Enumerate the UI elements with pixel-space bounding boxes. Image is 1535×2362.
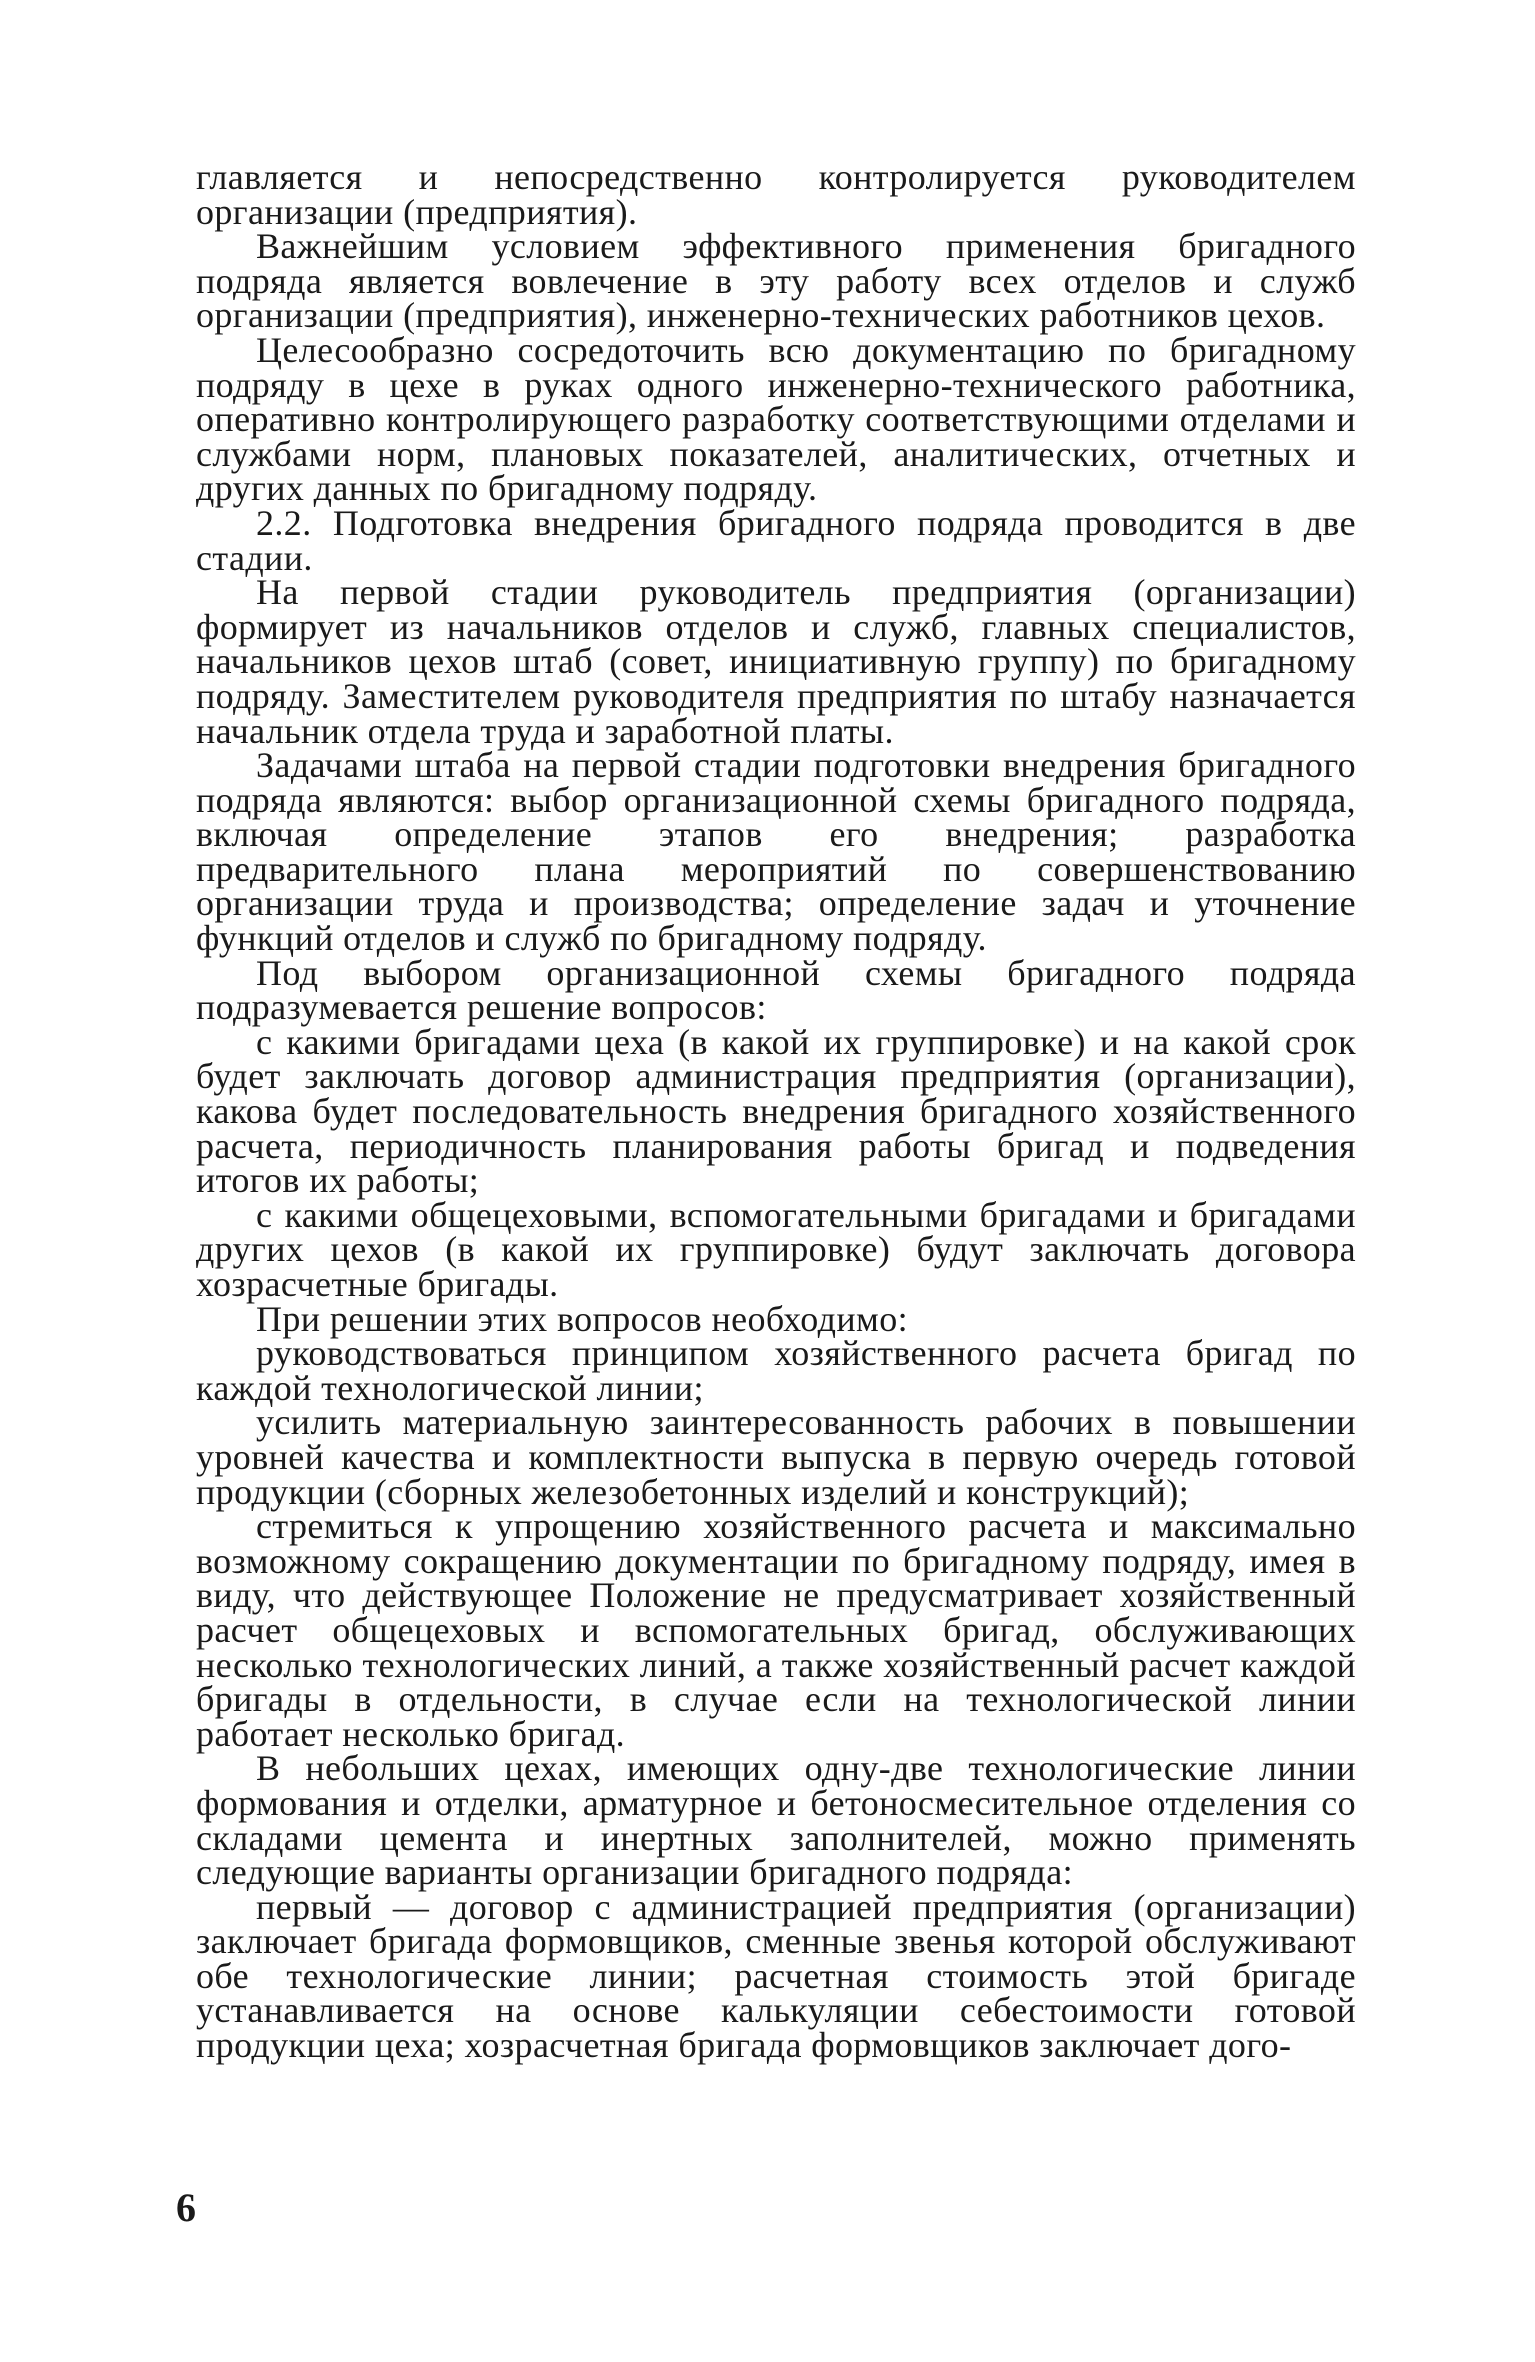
paragraph-14: В небольших цехах, имеющих одну-две технологические линии формования и отделки, арматурное и бетоносмесительное отделения со складами цемента и инертных заполнителей, можно применять следующие варианты организации бригадного подряда: [196, 1748, 1356, 1893]
paragraph-1: главляется и непосредственно контролируется руководителем организации (предприятия). [196, 157, 1356, 232]
paragraph-10: При решении этих вопросов необходимо: [256, 1298, 909, 1339]
paragraph-8: с какими бригадами цеха (в какой их группировке) и на какой срок будет заключать договор администрация предприятия (организации), какова будет последовательность внедрения бригадного хозяйственного расчета, периодичность планирования работы бригад и подведения итогов их работы; [196, 1021, 1356, 1201]
paragraph-2: Важнейшим условием эффективного применения бригадного подряда является вовлечение в эту работу всех отделов и служб организации (предприятия), инженерно-технических работников цехов. [196, 226, 1356, 336]
paragraph-5: На первой стадии руководитель предприятия (организации) формирует из начальников отделов и служб, главных специалистов, начальников цехов штаб (совет, инициативную группу) по бригадному подряду. Заместителем руководителя предприятия по штабу назначается начальник отдела труда и заработной платы. [196, 572, 1356, 751]
paragraph-15: первый — договор с администрацией предприятия (организации) заключает бригада формовщиков, сменные звенья которой обслуживают обе технологические линии; расчетная стоимость этой бригаде устанавливается на основе калькуляции себестоимости готовой продукции цеха; хозрасчетная бригада формовщиков заключает дого- [196, 1886, 1356, 2066]
paragraph-11: руководствоваться принципом хозяйственного расчета бригад по каждой технологической линии; [196, 1333, 1356, 1408]
paragraph-3: Целесообразно сосредоточить всю документацию по бригадному подряду в цехе в руках одного инженерно-технического работника, оперативно контролирующего разработку соответствующими отделами и службами норм, плановых показателей, аналитических, отчетных и других данных по бригадному подряду. [196, 329, 1356, 509]
paragraph-7: Под выбором организационной схемы бригадного подряда подразумевается решение вопросов: [196, 952, 1356, 1028]
paragraph-12: усилить материальную заинтересованность рабочих в повышении уровней качества и комплектности выпуска в первую очередь готовой продукции (сборных железобетонных изделий и конструкций); [196, 1402, 1356, 1512]
paragraph-9: с какими общецеховыми, вспомогательными бригадами и бригадами других цехов (в какой их группировке) будут заключать договора хозрасчетные бригады. [196, 1194, 1356, 1304]
paragraph-6: Задачами штаба на первой стадии подготовки внедрения бригадного подряда являются: выбор организационной схемы бригадного подряда, включая определение этапов его внедрения; разработка предварительного плана мероприятий по совершенствованию организации труда и производства; определение задач и уточнение функций отделов и служб по бригадному подряду. [196, 745, 1356, 959]
document-page [196, 157, 1356, 2066]
paragraph-4: 2.2. Подготовка внедрения бригадного подряда проводится в две стадии. [196, 502, 1356, 578]
paragraph-13: стремиться к упрощению хозяйственного расчета и максимально возможному сокращению документации по бригадному подряду, имея в виду, что действующее Положение не предусматривает хозяйственный расчет общецеховых и вспомогательных бригад, обслуживающих несколько технологических линий, а также хозяйственный расчет каждой бригады в отдельности, в случае если на технологической линии работает несколько бригад. [196, 1506, 1356, 1754]
page-number: 6 [176, 2185, 196, 2230]
